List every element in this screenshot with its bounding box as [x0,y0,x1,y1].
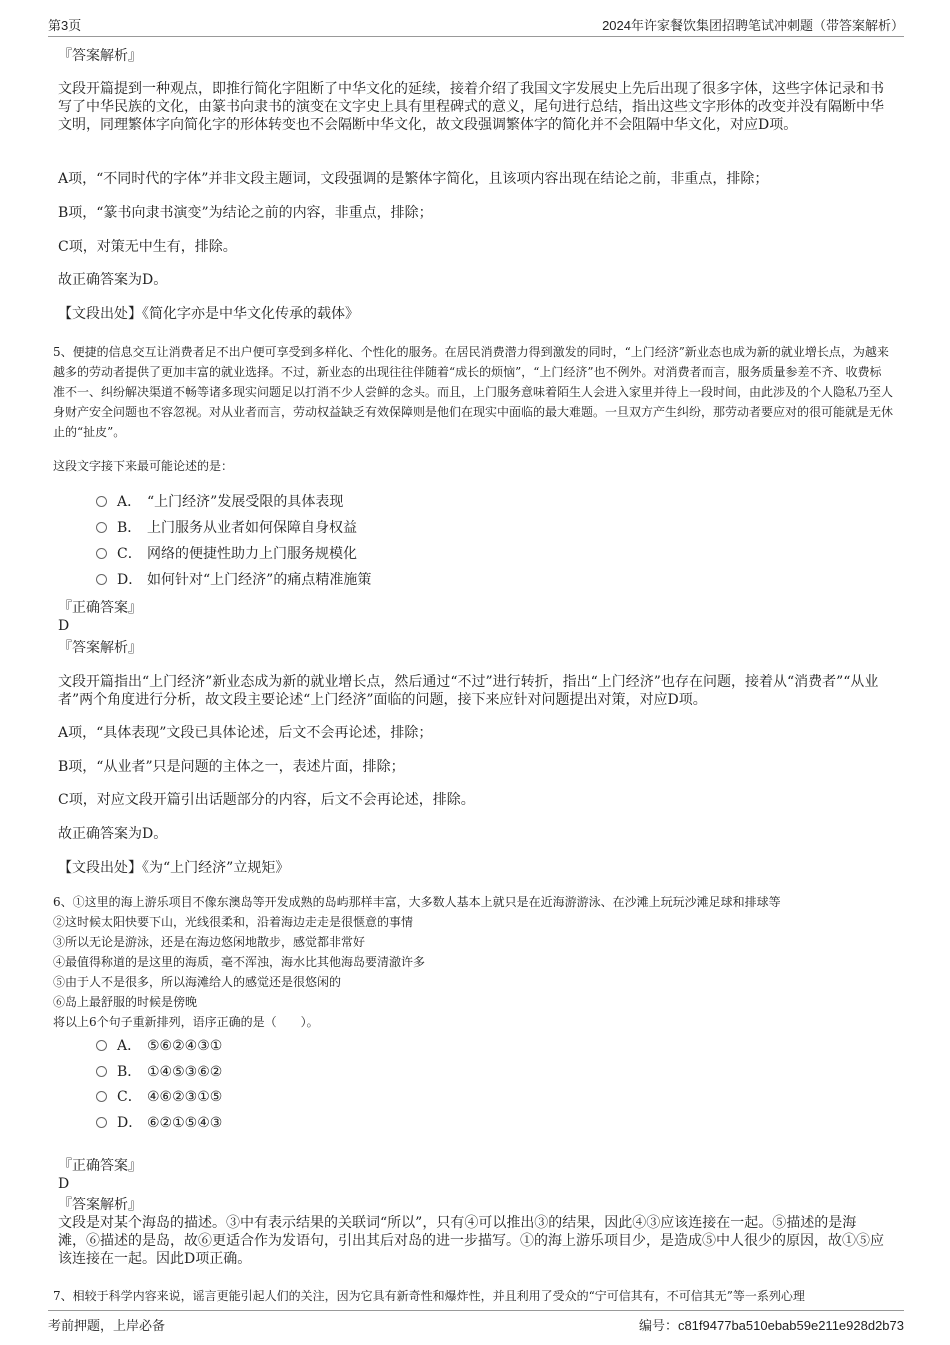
q6-sentence-3: ③所以无论是游泳，还是在海边悠闲地散步，感觉都非常好 [53,935,366,949]
q5-source: 【文段出处】《为“上门经济”立规矩》 [58,860,290,876]
radio-icon[interactable] [96,1091,107,1102]
q5-stem: 5、便捷的信息交互让消费者足不出户便可享受到多样化、个性化的服务。在居民消费潜力得到激发的同时，“上门经济”新业态也成为新的就业增长点，为越来越多的劳动者提供了更加丰富的就业选择。不过，新业态的出现往往伴随着“成长的烦恼”，“上门经济”也不例外。对消费者而言，服务质量参差不齐、收费标准不一、纠纷解决渠道不畅等诸多现实问题足以打消不少人尝鲜的念头。而且，上门服务意味着陌生人会进入家里并待上一段时间，由此涉及的个人隐私乃至人身财产安全问题也不容忽视。对从业者而言，劳动权益缺乏有效保障则是他们在现实中面临的最大难题。一旦双方产生纠纷，那劳动者要应对的很可能就是无休止的“扯皮”。 [53,345,894,439]
radio-icon[interactable] [96,548,107,559]
page-footer [48,1310,904,1341]
q6-sentence-4: ④最值得称道的是这里的海质，毫不浑浊，海水比其他海岛要清澈许多 [53,955,426,969]
q4-conclusion: 故正确答案为D。 [58,272,168,288]
q5-option-b-note: B项，“从业者”只是问题的主体之一，表述片面，排除； [58,759,405,775]
q4-analysis-label: 『答案解析』 [58,48,142,64]
page-header [48,0,904,37]
q5-option-c-note: C项，对应文段开篇引出话题部分的内容，后文不会再论述，排除。 [58,792,475,808]
q6-sentence-6: ⑥岛上最舒服的时候是傍晚 [53,995,198,1009]
q6-option-c[interactable]: C． ④⑥②③①⑤ [96,1088,222,1106]
q6-option-a[interactable]: A． ⑤⑥②④③① [96,1037,222,1055]
q5-option-c[interactable]: C． 网络的便捷性助力上门服务规模化 [96,545,357,563]
q6-answer: D [58,1176,70,1192]
radio-icon[interactable] [96,1066,107,1077]
q7-stem: 7、相较于科学内容来说，谣言更能引起人们的关注，因为它具有新奇性和爆炸性，并且利用了受众的“宁可信其有，不可信其无”等一系列心理 [53,1289,805,1303]
q4-option-b-note: B项，“篆书向隶书演变”为结论之前的内容，非重点，排除； [58,205,433,221]
q5-question: 这段文字接下来最可能论述的是： [53,459,234,473]
q4-option-a-note: A项，“不同时代的字体”并非文段主题词，文段强调的是繁体字简化，且该项内容出现在结论之前，非重点，排除； [58,171,769,187]
q5-option-a-note: A项，“具体表现”文段已具体论述，后文不会再论述，排除； [58,725,433,741]
q5-conclusion: 故正确答案为D。 [58,826,168,842]
radio-icon[interactable] [96,574,107,585]
q5-answer: D [58,618,70,634]
q5-option-d[interactable]: D． 如何针对“上门经济”的痛点精准施策 [96,571,371,589]
radio-icon[interactable] [96,496,107,507]
page-number: 第3页 [48,18,82,33]
q6-question: 将以上6个句子重新排列，语序正确的是（ ）。 [53,1015,319,1029]
radio-icon[interactable] [96,1117,107,1128]
radio-icon[interactable] [96,522,107,533]
document-title: 2024年许家餐饮集团招聘笔试冲刺题（带答案解析） [602,18,904,33]
q6-analysis: 文段是对某个海岛的描述。③中有表示结果的关联词“所以”，只有④可以推出③的结果，因此④③应该连接在一起。⑤描述的是海滩，⑥描述的是岛，故⑥更适合作为发语句，引出其后对岛的进一步描写。①的海上游乐项目少，是造成⑤中人很少的原因，故①⑤应该连接在一起。因此D项正确。 [58,1215,884,1267]
q5-option-b[interactable]: B． 上门服务从业者如何保障自身权益 [96,519,357,537]
q6-sentence-5: ⑤由于人不是很多，所以海滩给人的感觉还是很悠闲的 [53,975,342,989]
footer-serial: 编号：c81f9477ba510ebab59e211e928d2b73 [638,1318,904,1333]
q6-answer-label: 『正确答案』 [58,1158,142,1174]
q6-option-b[interactable]: B． ①④⑤③⑥② [96,1063,222,1081]
q6-analysis-label: 『答案解析』 [58,1197,142,1213]
q5-option-a[interactable]: A． “上门经济”发展受限的具体表现 [96,493,343,511]
q5-answer-label: 『正确答案』 [58,600,142,616]
q4-option-c-note: C项，对策无中生有，排除。 [58,239,237,255]
q4-source: 【文段出处】《简化字亦是中华文化传承的载体》 [58,306,359,322]
q6-option-d[interactable]: D． ⑥②①⑤④③ [96,1114,222,1132]
q6-sentence-2: ②这时候太阳快要下山，光线很柔和，沿着海边走走是很惬意的事情 [53,915,414,929]
q4-analysis: 文段开篇提到一种观点，即推行简化字阻断了中华文化的延续，接着介绍了我国文字发展史上先后出现了很多字体，这些字体记录和书写了中华民族的文化，由篆书向隶书的演变在文字史上具有里程碑式的意义，尾句进行总结，指出这些文字形体的改变并没有隔断中华文明，同理繁体字向简化字的形体转变也不会隔断中华文化，故文段强调繁体字的简化并不会阻隔中华文化，对应D项。 [58,81,884,133]
q5-analysis: 文段开篇指出“上门经济”新业态成为新的就业增长点，然后通过“不过”进行转折，指出“上门经济”也存在问题，接着从“消费者”“从业者”两个角度进行分析，故文段主要论述“上门经济”面临的问题，接下来应针对问题提出对策，对应D项。 [58,674,879,708]
radio-icon[interactable] [96,1040,107,1051]
q5-analysis-label: 『答案解析』 [58,640,142,656]
q6-sentence-1: 6、①这里的海上游乐项目不像东澳岛等开发成熟的岛屿那样丰富，大多数人基本上就只是在近海游游泳、在沙滩上玩玩沙滩足球和排球等 [53,895,781,909]
footer-slogan: 考前押题，上岸必备 [48,1319,166,1334]
